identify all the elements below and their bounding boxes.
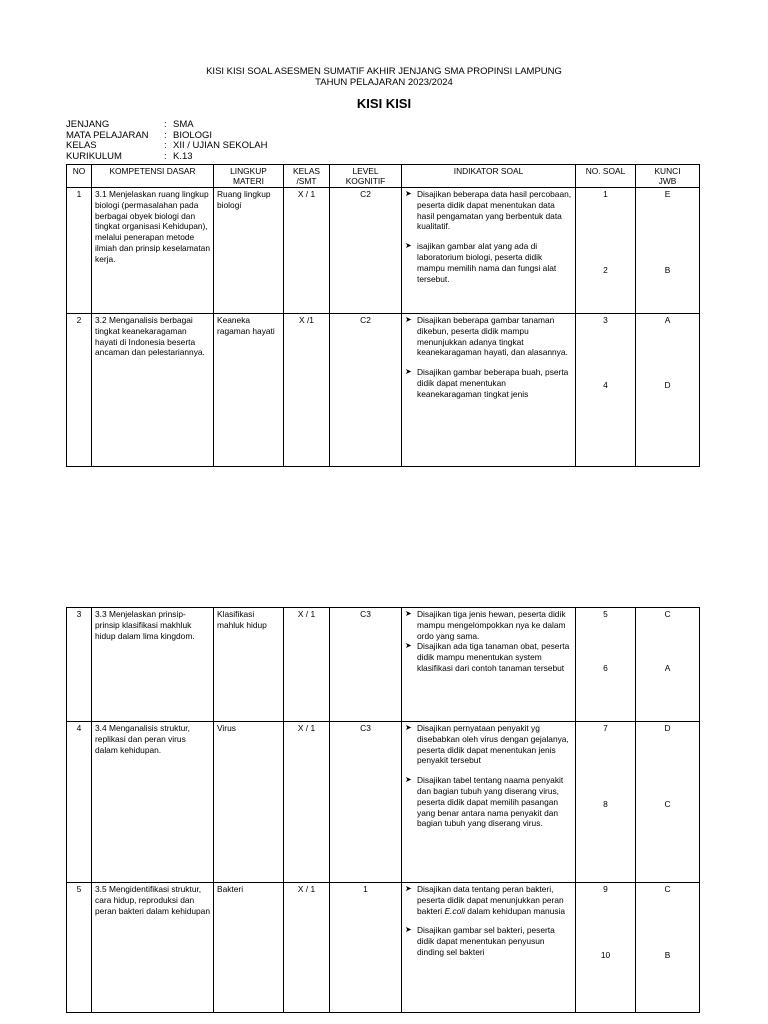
arrow-bullet-icon: ➤ (405, 367, 412, 377)
table-row (67, 722, 700, 883)
arrow-bullet-icon: ➤ (405, 775, 412, 785)
indikator-item: ➤ Disajikan gambar beberapa buah, pserta didik dapat menentukan keanekaragaman tingkat jenis (405, 367, 569, 399)
row-no: 1 (67, 188, 92, 314)
row-level: 1 (330, 883, 402, 1013)
row-indikator (402, 883, 576, 1013)
row-kompetensi: 3.3 Menjelaskan prinsip-prinsip klasifikasi makhluk hidup dalam lima kingdom. (92, 608, 214, 722)
row-level: C3 (330, 608, 402, 722)
arrow-bullet-icon: ➤ (405, 884, 412, 893)
row-kompetensi: 3.5 Mengidentifikasi struktur, cara hidup, reproduksi dan peran bakteri dalam kehidupan (92, 883, 214, 1013)
meta-key: KELAS (66, 140, 97, 151)
row-kelas: X / 1 (284, 608, 330, 722)
arrow-bullet-icon: ➤ (405, 241, 412, 251)
indikator-item: ➤ Disajikan beberapa gambar tanaman dikebun, peserta didik mampu menunjukkan adanya tingkat keanekaragaman hayati, dan alasannya. (405, 315, 568, 358)
indikator-item: ➤ Disajikan pernyataan penyakit yg disebabkan oleh virus dengan gejalanya, peserta didik dapat menentukan jenis penyakit tersebut (405, 723, 569, 766)
row-kunci: D C (636, 722, 700, 883)
row-kompetensi: 3.4 Menganalisis struktur, replikasi dan peran virus dalam kehidupan. (92, 722, 214, 883)
col-header-level: LEVEL KOGNITIF (330, 165, 402, 188)
meta-row-jenjang: JENJANG : SMA (66, 119, 194, 130)
arrow-bullet-icon: ➤ (405, 609, 412, 618)
document-title: KISI KISI (356, 96, 412, 111)
row-kelas: X /1 (284, 314, 330, 467)
row-kompetensi: 3.2 Menganalisis berbagai tingkat keanekaragaman hayati di Indonesia beserta ancaman dan pelestariannya. (92, 314, 214, 467)
row-level: C2 (330, 188, 402, 314)
meta-value: BIOLOGI (173, 129, 213, 141)
col-header-kompetensi: KOMPETENSI DASAR (92, 165, 214, 188)
meta-row-kurikulum: KURIKULUM : K.13 (66, 150, 193, 162)
table-header-row (67, 165, 700, 188)
row-kunci: C B (636, 883, 700, 1013)
indikator-item: ➤ Disajikan data tentang peran bakteri, peserta didik dapat menunjukkan peran bakteri E.coli dalam kehidupan manusia (405, 884, 566, 916)
arrow-bullet-icon: ➤ (405, 315, 412, 324)
meta-row-mata-pelajaran: MATA PELAJARAN : BIOLOGI (66, 129, 213, 141)
row-lingkup: Bakteri (214, 883, 284, 1013)
row-indikator (402, 314, 576, 467)
row-kunci: C A (636, 608, 700, 722)
indikator-item: ➤ Disajikan gambar sel bakteri, peserta didik dapat menentukan penyusun dinding sel bakteri (405, 925, 555, 957)
row-kelas: X / 1 (284, 188, 330, 314)
row-indikator (402, 188, 576, 314)
col-header-lingkup: LINGKUP MATERI (214, 165, 284, 188)
table-row (67, 314, 700, 467)
arrow-bullet-icon: ➤ (405, 925, 412, 935)
indikator-item: ➤ Disajikan tabel tentang naama penyakit dan bagian tubuh yang diserang virus, peserta didik dapat memilih pasangan yang benar antara nama penyakit dan bagian tubuh yang diserang virus. (405, 775, 564, 829)
row-level: C3 (330, 722, 402, 883)
row-kelas: X / 1 (284, 722, 330, 883)
row-no-soal: 7 8 (576, 722, 636, 883)
meta-row-kelas: KELAS : XII / UJIAN SEKOLAH (66, 140, 268, 151)
row-no: 4 (67, 722, 92, 883)
indikator-item: ➤ Disajikan ada tiga tanaman obat, peserta didik mampu menentukan system klasifikasi dari contoh tanaman tersebut (405, 641, 570, 673)
col-header-kelas: KELAS /SMT (284, 165, 330, 188)
italic-term: E.coli (444, 905, 465, 916)
table-row (67, 883, 700, 1013)
row-no-soal: 1 2 (576, 188, 636, 314)
row-kunci: A D (636, 314, 700, 467)
row-no: 5 (67, 883, 92, 1013)
meta-key: JENJANG (66, 119, 110, 130)
arrow-bullet-icon: ➤ (405, 723, 412, 732)
row-no-soal: 9 10 (576, 883, 636, 1013)
row-kunci: E B (636, 188, 700, 314)
row-kelas: X / 1 (284, 883, 330, 1013)
row-kompetensi: 3.1 Menjelaskan ruang lingkup biologi (permasalahan pada berbagai obyek biologi dan tingkat organisasi Kehidupan), melalui penerapan metode ilmiah dan prinsip keselamatan kerja. (92, 188, 214, 314)
indikator-item: ➤ Disajikan beberapa data hasil percobaan, peserta didik dapat menentukan data hasil pengamatan yang berbentuk data kualitatif. (405, 189, 572, 232)
meta-value: XII / UJIAN SEKOLAH (173, 140, 268, 151)
col-header-indikator: INDIKATOR SOAL (402, 165, 576, 188)
table-row (67, 608, 700, 722)
row-no-soal: 5 6 (576, 608, 636, 722)
row-lingkup: Keaneka ragaman hayati (214, 314, 284, 467)
row-indikator (402, 608, 576, 722)
document-header-line-1: KISI KISI SOAL ASESMEN SUMATIF AKHIR JENJANG SMA PROPINSI LAMPUNG (206, 66, 562, 77)
meta-key: MATA PELAJARAN (66, 129, 149, 141)
col-header-kunci: KUNCI JWB (636, 165, 700, 188)
row-level: C2 (330, 314, 402, 467)
indikator-item: ➤ isajikan gambar alat yang ada di laboratorium biologi, peserta didik mampu memilih nama dan fungsi alat tersebut. (405, 241, 557, 284)
meta-value: SMA (173, 119, 194, 130)
meta-value: K.13 (173, 150, 193, 162)
row-no: 3 (67, 608, 92, 722)
row-lingkup: Klasifikasi mahluk hidup (214, 608, 284, 722)
table-row (67, 188, 700, 314)
col-header-no-soal: NO. SOAL (576, 165, 636, 188)
col-header-no: NO (67, 165, 92, 188)
row-no-soal: 3 4 (576, 314, 636, 467)
meta-key: KURIKULUM (66, 150, 122, 162)
kisi-table-page-1 (66, 164, 700, 467)
row-lingkup: Ruang lingkup biologi (214, 188, 284, 314)
row-indikator (402, 722, 576, 883)
indikator-item: ➤ Disajikan tiga jenis hewan, peserta didik mampu mengelompokkan nya ke dalam ordo yang sama. (405, 609, 566, 641)
row-lingkup: Virus (214, 722, 284, 883)
arrow-bullet-icon: ➤ (405, 641, 412, 651)
arrow-bullet-icon: ➤ (405, 189, 412, 198)
document-header-line-2: TAHUN PELAJARAN 2023/2024 (315, 77, 453, 88)
kisi-table-page-2 (66, 607, 700, 1013)
row-no: 2 (67, 314, 92, 467)
